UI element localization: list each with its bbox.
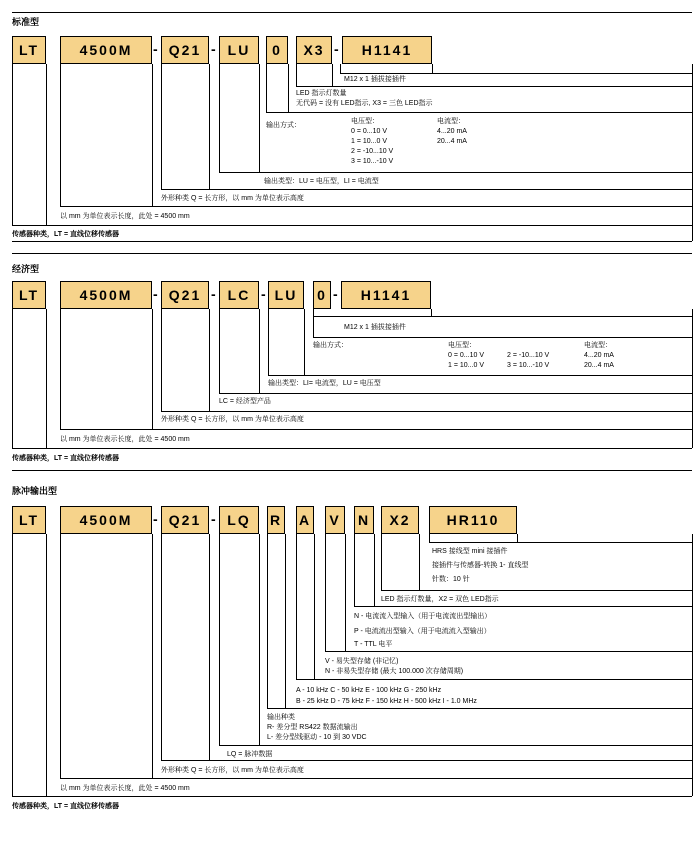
section-title-economy: 经济型 [12, 264, 40, 274]
voltage-option: 0 = 0...10 V [351, 128, 387, 135]
output-label: 输出方式： [313, 342, 348, 349]
dash: - [153, 286, 158, 302]
storage-type: V - 易失型存储 (非记忆) [325, 658, 399, 665]
length-desc: 以 mm 为单位表示长度，此处 = 4500 mm [60, 213, 190, 220]
output-type: 输出类型：LI= 电流型，LU = 电压型 [268, 380, 381, 387]
connector-line [354, 606, 692, 607]
connector-line [354, 534, 355, 606]
connector-line [345, 534, 346, 651]
connector-line [692, 534, 693, 796]
voltage-option: 1 = 10...0 V [448, 362, 484, 369]
voltage-option: 2 = -10...10 V [507, 352, 550, 359]
connector-line [12, 534, 13, 796]
code-box: H1141 [341, 281, 431, 309]
code-box: H1141 [342, 36, 432, 64]
connector-line [267, 708, 692, 709]
connector-line [325, 534, 326, 651]
connector-line [266, 64, 267, 112]
connector-line [296, 64, 297, 86]
storage-type: N - 非易失型存储 (最大 100.000 次存储周期) [325, 668, 464, 675]
sensor-desc: 传感器种类，LT = 直线位移传感器 [12, 803, 120, 810]
connector-line [325, 651, 692, 652]
voltage-option: 0 = 0...10 V [448, 352, 484, 359]
connector-line [285, 534, 286, 708]
connector-line [268, 375, 692, 376]
code-box: LC [219, 281, 259, 309]
code-box: LT [12, 506, 46, 534]
connector-line [209, 64, 210, 189]
connector-line [60, 206, 692, 207]
connector-line [12, 64, 13, 225]
dash: - [153, 511, 158, 527]
connector-line [12, 470, 692, 471]
connector-line [219, 745, 692, 746]
code-box: A [296, 506, 314, 534]
voltage-label: 电压型： [448, 342, 476, 349]
voltage-label: 电压型： [351, 118, 379, 125]
connector-line [219, 534, 220, 745]
output-mode: 输出种类 [267, 714, 295, 721]
connector-line [381, 534, 382, 590]
input-type: N - 电流流入型输入（用于电流流出型输出） [354, 613, 492, 620]
sensor-desc: 传感器种类，LT = 直线位移传感器 [12, 455, 120, 462]
connector-line [12, 309, 13, 448]
length-desc: 以 mm 为单位表示长度，此处 = 4500 mm [60, 436, 190, 443]
connector-line [313, 309, 314, 337]
connector-line [60, 429, 692, 430]
output-type: 输出类型：LU = 电压型，LI = 电流型 [264, 178, 379, 185]
connector-line [313, 337, 692, 338]
connector-line [304, 309, 305, 375]
connector-line [60, 309, 61, 429]
code-box: N [354, 506, 374, 534]
connector-desc: M12 x 1 插拔接插件 [344, 324, 406, 331]
connector-line [152, 534, 153, 778]
connector-line [161, 534, 162, 760]
connector-desc: M12 x 1 插拔接插件 [344, 76, 406, 83]
code-box: LT [12, 281, 46, 309]
connector-line [296, 534, 297, 679]
code-box: 0 [266, 36, 288, 64]
connector-line [296, 679, 692, 680]
code-box: R [267, 506, 285, 534]
connector-line [219, 393, 692, 394]
connector-line [152, 309, 153, 429]
connector-line [161, 64, 162, 189]
connector-line [429, 534, 430, 542]
hrs-desc: 接插件与传感器-转换 1- 直线型 [432, 562, 529, 569]
connector-line [259, 64, 260, 172]
shape-desc: 外形种类 Q = 长方形，以 mm 为单位表示高度 [161, 416, 304, 423]
dash: - [261, 286, 266, 302]
current-option: 20...4 mA [584, 362, 614, 369]
connector-line [12, 225, 692, 226]
connector-line [432, 64, 433, 73]
current-label: 电流型： [437, 118, 465, 125]
frequency-options: A - 10 kHz C - 50 kHz E - 100 kHz G - 250 kHz [296, 687, 442, 694]
connector-line [517, 534, 518, 542]
connector-line [161, 189, 692, 190]
connector-line [46, 309, 47, 448]
connector-line [332, 64, 333, 86]
dash: - [153, 41, 158, 57]
led-desc-2: 无代码 = 没有 LED指示, X3 = 三色 LED指示 [296, 100, 433, 107]
dash: - [334, 41, 339, 57]
connector-line [296, 86, 692, 87]
code-box: 0 [313, 281, 331, 309]
current-option: 20...4 mA [437, 138, 467, 145]
connector-line [12, 253, 692, 254]
connector-line [340, 64, 341, 73]
code-box: V [325, 506, 345, 534]
connector-line [60, 778, 692, 779]
connector-line [419, 534, 420, 590]
current-label: 电流型： [584, 342, 612, 349]
connector-line [259, 534, 260, 745]
connector-line [266, 112, 692, 113]
connector-line [209, 309, 210, 411]
connector-line [46, 534, 47, 796]
code-box: Q21 [161, 281, 209, 309]
connector-line [288, 64, 289, 112]
code-box: Q21 [161, 506, 209, 534]
connector-line [340, 73, 692, 74]
code-box: 4500M [60, 36, 152, 64]
connector-line [219, 309, 220, 393]
input-type: P - 电流流出型输入（用于电流流入型输出） [354, 628, 491, 635]
connector-line [46, 64, 47, 225]
pulse-desc: LQ = 脉冲数据 [227, 751, 273, 758]
current-option: 4...20 mA [437, 128, 467, 135]
input-type: T - TTL 电平 [354, 641, 393, 648]
hrs-desc: 针数：10 针 [432, 576, 470, 583]
code-box: 4500M [60, 506, 152, 534]
connector-line [12, 448, 692, 449]
connector-line [12, 796, 692, 797]
connector-line [267, 534, 268, 708]
section-title-pulse: 脉冲输出型 [12, 486, 58, 496]
code-box: LQ [219, 506, 259, 534]
connector-line [313, 316, 692, 317]
led-desc: LED 指示灯数量 [296, 90, 347, 97]
shape-desc: 外形种类 Q = 长方形，以 mm 为单位表示高度 [161, 195, 304, 202]
length-desc: 以 mm 为单位表示长度，此处 = 4500 mm [60, 785, 190, 792]
connector-line [431, 309, 432, 316]
connector-line [219, 64, 220, 172]
output-label: 输出方式： [266, 122, 301, 129]
code-box: X3 [296, 36, 332, 64]
hrs-desc: HRS 接线型 mini 接插件 [432, 548, 508, 555]
connector-line [209, 534, 210, 760]
dash: - [211, 511, 216, 527]
code-box: 4500M [60, 281, 152, 309]
connector-line [381, 590, 692, 591]
connector-line [429, 542, 692, 543]
connector-line [268, 309, 269, 375]
code-box: HR110 [429, 506, 517, 534]
frequency-options: B - 25 kHz D - 75 kHz F - 150 kHz H - 500 kHz I - 1.0 MHz [296, 698, 477, 705]
economy-desc: LC = 经济型产品 [219, 398, 271, 405]
voltage-option: 3 = 10...-10 V [507, 362, 550, 369]
code-box: LU [219, 36, 259, 64]
connector-line [314, 534, 315, 679]
connector-line [161, 309, 162, 411]
connector-line [219, 172, 692, 173]
sensor-desc: 传感器种类，LT = 直线位移传感器 [12, 231, 120, 238]
connector-line [161, 760, 692, 761]
connector-line [60, 534, 61, 778]
voltage-option: 2 = -10...10 V [351, 148, 394, 155]
code-box: X2 [381, 506, 419, 534]
voltage-option: 3 = 10...-10 V [351, 158, 394, 165]
top-rule [12, 12, 692, 13]
connector-line [152, 64, 153, 206]
shape-desc: 外形种类 Q = 长方形，以 mm 为单位表示高度 [161, 767, 304, 774]
dash: - [211, 41, 216, 57]
led-desc: LED 指示灯数量，X2 = 双色 LED指示 [381, 596, 499, 603]
section-title-standard: 标准型 [12, 17, 40, 27]
connector-line [259, 309, 260, 393]
current-option: 4...20 mA [584, 352, 614, 359]
connector-line [60, 64, 61, 206]
dash: - [333, 286, 338, 302]
connector-line [12, 241, 692, 242]
output-mode: L- 差分型线驱动 - 10 到 30 VDC [267, 734, 367, 741]
connector-line [374, 534, 375, 606]
code-box: Q21 [161, 36, 209, 64]
dash: - [211, 286, 216, 302]
connector-line [692, 309, 693, 448]
voltage-option: 1 = 10...0 V [351, 138, 387, 145]
code-box: LT [12, 36, 46, 64]
connector-line [161, 411, 692, 412]
code-box: LU [268, 281, 304, 309]
output-mode: R- 差分型 RS422 数据流输出 [267, 724, 358, 731]
connector-line [692, 64, 693, 241]
